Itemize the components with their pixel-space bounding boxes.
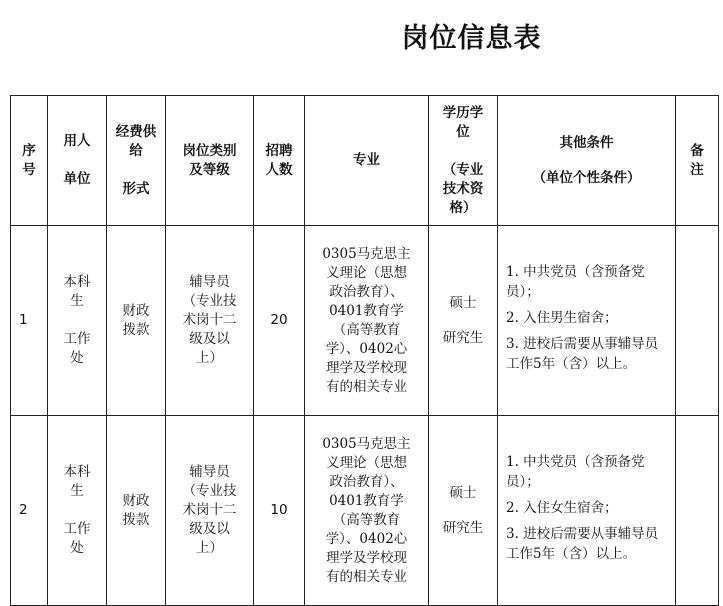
cell-major: 0305马克思主 义理论（思想 政治教育）、 0401教育学 （高等教育 学）、0402心 理学及学校现 有的相关专业: [305, 226, 429, 416]
cell-count: 10: [254, 416, 305, 606]
cell-major: 0305马克思主 义理论（思想 政治教育）、 0401教育学 （高等教育 学）、0402心 理学及学校现 有的相关专业: [305, 416, 429, 606]
cell-degree: [429, 416, 498, 606]
degree-line1: 硕士: [449, 294, 477, 311]
header-degree: 学历学 位 （专业 技术资 格）: [429, 96, 498, 226]
header-count: 招聘 人数: [254, 96, 305, 226]
position-info-table: [10, 95, 719, 606]
cell-funding: 财政 拨款: [107, 226, 166, 416]
cell-remark: [676, 226, 719, 416]
cell-seq: 1: [11, 226, 48, 416]
degree-line2: 研究生: [442, 519, 484, 536]
cell-unit: 本科 生 工作 处: [48, 416, 107, 606]
condition-item: 2. 入住男生宿舍；: [506, 309, 618, 326]
header-major: 专业: [305, 96, 429, 226]
cell-count: 20: [254, 226, 305, 416]
header-conditions-title: 其他条件: [559, 134, 614, 151]
header-position: 岗位类别 及等级: [166, 96, 254, 226]
header-funding: 经费供 给 形式: [107, 96, 166, 226]
cell-position: 辅导员 （专业技 术岗十二 级及以 上）: [166, 416, 254, 606]
cell-degree: [429, 226, 498, 416]
cell-funding: 财政 拨款: [107, 416, 166, 606]
header-seq: 序 号: [11, 96, 48, 226]
cell-seq: 2: [11, 416, 48, 606]
header-remark: 备 注: [676, 96, 719, 226]
condition-item: 3. 进校后需要从事辅导员工作5年（含）以上。: [506, 335, 659, 372]
cell-conditions: [498, 226, 676, 416]
degree-line2: 研究生: [442, 329, 484, 346]
condition-item: 3. 进校后需要从事辅导员工作5年（含）以上。: [506, 525, 659, 562]
condition-item: 1. 中共党员（含预备党员）；: [506, 263, 645, 300]
condition-item: 2. 入住女生宿舍；: [506, 499, 618, 516]
cell-unit: 本科 生 工作 处: [48, 226, 107, 416]
header-unit: 用人 单位: [48, 96, 107, 226]
header-row: [11, 96, 719, 226]
header-conditions: [498, 96, 676, 226]
page-title: 岗位信息表: [401, 23, 542, 54]
cell-position: 辅导员 （专业技 术岗十二 级及以 上）: [166, 226, 254, 416]
cell-conditions: [498, 416, 676, 606]
header-conditions-sub: （单位个性条件）: [532, 169, 641, 186]
degree-line1: 硕士: [449, 484, 477, 501]
cell-remark: [676, 416, 719, 606]
table-row: [11, 226, 719, 416]
condition-item: 1. 中共党员（含预备党员）；: [506, 453, 645, 490]
table-row: [11, 416, 719, 606]
